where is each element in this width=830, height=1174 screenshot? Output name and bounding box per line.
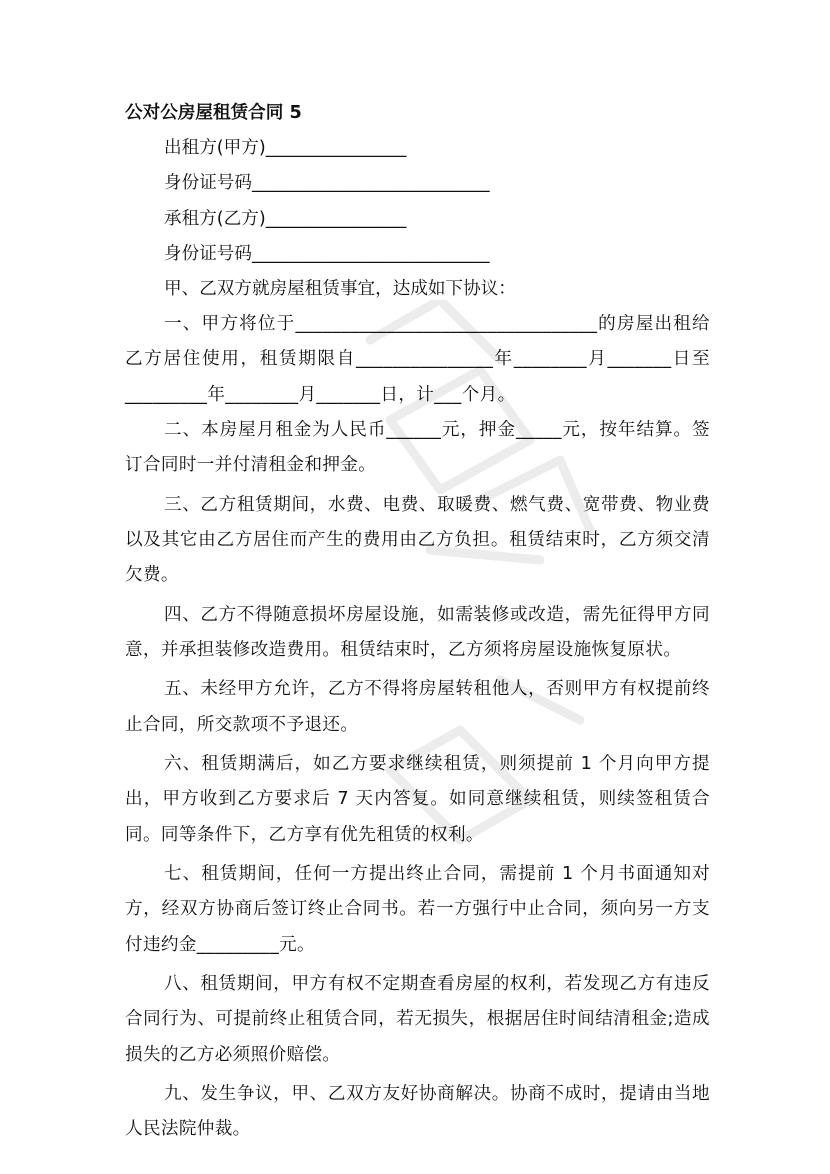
lessor-id-field: 身份证号码___________________________ (164, 173, 490, 194)
clause-7: 七、租赁期间，任何一方提出终止合同，需提前 1 个月书面通知对方，经双方协商后签订终止合同书。若一方强行中止合同，须向另一方支付违约金_________元。 (125, 864, 710, 955)
lessee-id-field: 身份证号码___________________________ (164, 243, 490, 264)
lessor-field: 出租方(甲方)________________ (164, 138, 407, 159)
clause-5: 五、未经甲方允许，乙方不得将房屋转租他人，否则甲方有权提前终止合同，所交款项不予退还。 (125, 679, 710, 735)
contract-body (125, 96, 710, 1152)
lessee-field: 承租方(乙方)________________ (164, 208, 407, 229)
clause-8: 八、租赁期间，甲方有权不定期查看房屋的权利，若发现乙方有违反合同行为、可提前终止租赁合同，若无损失，根据居住时间结清租金;造成损失的乙方必须照价赔偿。 (125, 974, 710, 1065)
clause-6: 六、租赁期满后，如乙方要求继续租赁，则须提前 1 个月向甲方提出，甲方收到乙方要求后 7 天内答复。如同意继续租赁，则续签租赁合同。同等条件下，乙方享有优先租赁的权利。 (125, 754, 710, 845)
clause-1: 一、甲方将位于_________________________________的房屋出租给乙方居住使用，租赁期限自_______________年________月_______日至_________年________月_______日，计___个月。 (125, 314, 710, 405)
clause-9: 九、发生争议，甲、乙双方友好协商解决。协商不成时，提请由当地人民法院仲裁。 (125, 1084, 710, 1140)
intro-text: 甲、乙双方就房屋租赁事宜，达成如下协议： (164, 279, 516, 300)
clause-3: 三、乙方租赁期间，水费、电费、取暖费、燃气费、宽带费、物业费以及其它由乙方居住而产生的费用由乙方负担。租赁结束时，乙方须交清欠费。 (125, 494, 710, 586)
clause-4: 四、乙方不得随意损坏房屋设施，如需装修或改造，需先征得甲方同意，并承担装修改造费用。租赁结束时，乙方须将房屋设施恢复原状。 (125, 604, 710, 660)
document-title: 公对公房屋租赁合同 5 (125, 103, 302, 123)
clause-2: 二、本房屋月租金为人民币______元，押金_____元，按年结算。签订合同时一并付清租金和押金。 (125, 419, 710, 476)
